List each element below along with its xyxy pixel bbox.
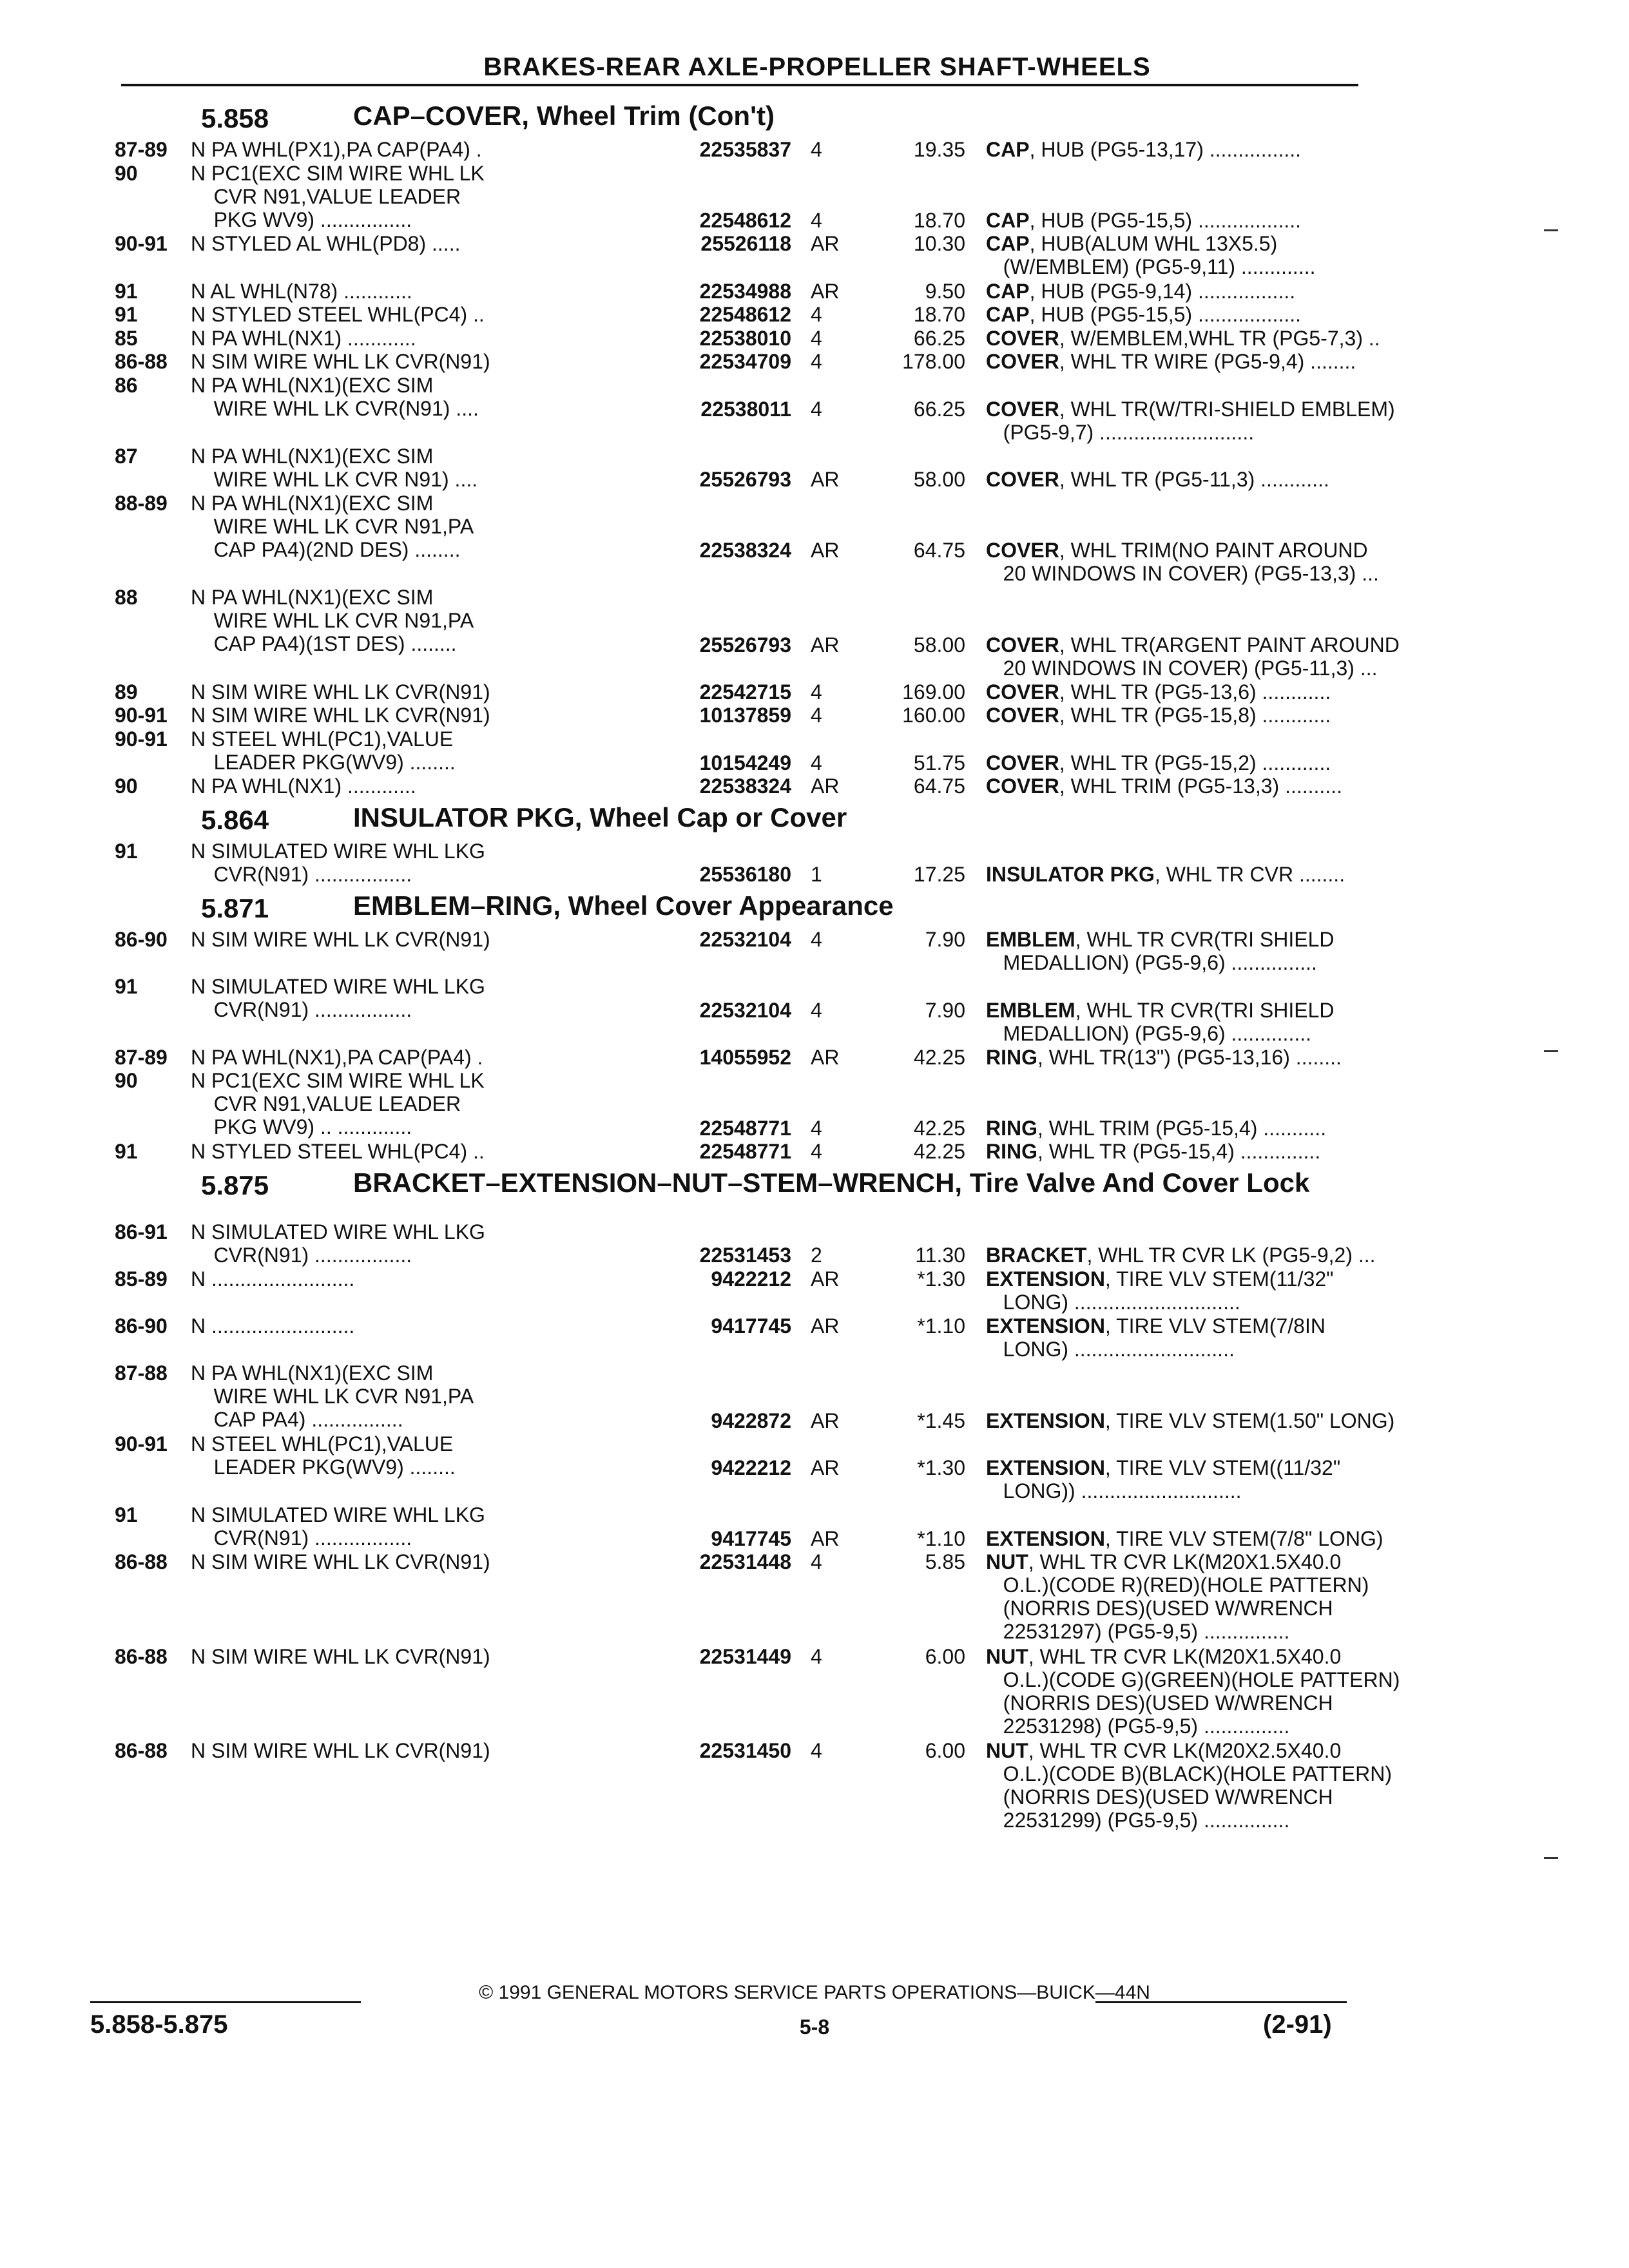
model-years: 90 [115, 774, 138, 798]
page-header [121, 50, 1358, 86]
model-years: 88-89 [115, 491, 168, 515]
part-number: 22532104 [699, 998, 791, 1022]
model-years: 91 [115, 839, 138, 863]
application: N SIM WIRE WHL LK CVR(N91) [191, 1550, 490, 1574]
model-years: 87-88 [115, 1361, 168, 1385]
footer-range: 5.858-5.875 [90, 2010, 228, 2039]
part-number: 22538324 [699, 774, 791, 798]
application: N PA WHL(NX1)(EXC SIM WIRE WHL LK CVR N91) .... [191, 444, 478, 491]
price: 169.00 [902, 680, 965, 704]
price: 6.00 [925, 1644, 965, 1668]
part-number: 9422212 [711, 1456, 791, 1479]
part-number: 22531450 [699, 1738, 791, 1762]
part-row [115, 1069, 1365, 1140]
section-heading [115, 802, 1365, 840]
application: N PA WHL(NX1)(EXC SIM WIRE WHL LK CVR N91,PA CAP PA4)(1ST DES) ........ [191, 586, 474, 656]
part-number: 25526118 [700, 232, 791, 256]
model-years: 85-89 [115, 1267, 168, 1291]
part-row [115, 326, 1380, 351]
model-years: 90-91 [115, 704, 168, 727]
model-years: 86-91 [115, 1220, 168, 1244]
model-years: 91 [115, 303, 138, 327]
model-years: 87 [115, 444, 138, 468]
description: COVER, WHL TR (PG5-15,8) ............ [986, 704, 1331, 727]
description: EXTENSION, TIRE VLV STEM((11/32" LONG)) ............................ [986, 1456, 1341, 1503]
description: EXTENSION, TIRE VLV STEM(1.50" LONG) [986, 1408, 1395, 1432]
part-number: 9417745 [711, 1526, 791, 1550]
section-number: 5.864 [201, 804, 269, 835]
price: 66.25 [913, 397, 965, 421]
price: 18.70 [913, 303, 965, 327]
part-number: 9422872 [711, 1408, 791, 1432]
section-number: 5.875 [201, 1169, 269, 1200]
quantity: 4 [811, 208, 822, 232]
part-row [115, 303, 1365, 327]
description: COVER, WHL TR(ARGENT PAINT AROUND 20 WINDOWS IN COVER) (PG5-11,3) ... [986, 633, 1400, 680]
price: 18.70 [913, 208, 965, 232]
model-years: 86-88 [115, 1738, 168, 1762]
application: N SIMULATED WIRE WHL LKG CVR(N91) ................. [191, 1220, 485, 1267]
quantity: AR [811, 1408, 840, 1432]
model-years: 86-90 [115, 1314, 168, 1338]
part-row [115, 1432, 1365, 1503]
section-heading [115, 101, 1365, 138]
part-row [115, 1267, 1365, 1314]
part-row [115, 1314, 1365, 1361]
part-number: 22542715 [699, 680, 791, 704]
price: 64.75 [913, 774, 965, 798]
model-years: 90-91 [115, 1432, 168, 1456]
part-number: 22534988 [699, 279, 791, 303]
description: BRACKET, WHL TR CVR LK (PG5-9,2) ... [986, 1244, 1376, 1267]
part-row [115, 975, 1365, 1046]
description: COVER, WHL TR(W/TRI-SHIELD EMBLEM) (PG5-9,7) ........................... [986, 397, 1395, 444]
application: N SIM WIRE WHL LK CVR(N91) [191, 704, 490, 727]
quantity: AR [811, 232, 840, 256]
part-row [115, 1361, 1395, 1432]
quantity: 4 [811, 1116, 822, 1140]
application: N SIM WIRE WHL LK CVR(N91) [191, 350, 490, 374]
description: NUT, WHL TR CVR LK(M20X2.5X40.0 O.L.)(CODE B)(BLACK)(HOLE PATTERN) (NORRIS DES)(USED W/WRENCH 22531299) (PG5-9,5) ............... [986, 1738, 1392, 1832]
model-years: 86-88 [115, 1644, 168, 1668]
part-number: 22548612 [699, 303, 791, 327]
model-years: 85 [115, 326, 138, 350]
part-row [115, 586, 1400, 680]
price: 5.85 [925, 1550, 965, 1574]
application: N PC1(EXC SIM WIRE WHL LK CVR N91,VALUE LEADER PKG WV9) .. ............. [191, 1069, 485, 1139]
price: *1.10 [917, 1526, 965, 1550]
quantity: 4 [811, 1140, 822, 1164]
application: N PA WHL(NX1)(EXC SIM WIRE WHL LK CVR N91,PA CAP PA4) ................ [191, 1361, 474, 1432]
quantity: 4 [811, 680, 822, 704]
description: COVER, WHL TR (PG5-13,6) ............ [986, 680, 1331, 704]
quantity: 1 [811, 863, 822, 887]
part-number: 25526793 [699, 633, 791, 657]
part-row [115, 373, 1395, 445]
description: COVER, WHL TR WIRE (PG5-9,4) ........ [986, 350, 1356, 374]
part-number: 22535837 [699, 138, 791, 161]
application: N SIMULATED WIRE WHL LKG CVR(N91) ................. [191, 975, 485, 1022]
price: 17.25 [913, 863, 965, 887]
model-years: 91 [115, 975, 138, 999]
description: CAP, HUB (PG5-15,5) .................. [986, 303, 1301, 327]
price: 10.30 [913, 232, 965, 256]
price: 7.90 [925, 927, 965, 951]
part-row [115, 1644, 1400, 1739]
description: CAP, HUB (PG5-13,17) ................ [986, 138, 1302, 161]
description: CAP, HUB (PG5-15,5) .................. [986, 208, 1301, 232]
model-years: 91 [115, 279, 138, 303]
quantity: 4 [811, 751, 822, 774]
application: N SIMULATED WIRE WHL LKG CVR(N91) ................. [191, 839, 485, 886]
part-row [115, 491, 1379, 586]
model-years: 86-90 [115, 927, 168, 951]
part-number: 22531449 [699, 1644, 791, 1668]
description: EMBLEM, WHL TR CVR(TRI SHIELD MEDALLION) (PG5-9,6) .............. [986, 998, 1335, 1045]
part-number: 22531448 [699, 1550, 791, 1574]
price: 66.25 [913, 326, 965, 350]
description: EMBLEM, WHL TR CVR(TRI SHIELD MEDALLION) (PG5-9,6) ............... [986, 927, 1335, 974]
part-row [115, 1220, 1376, 1267]
part-number: 22532104 [699, 927, 791, 951]
part-number: 14055952 [699, 1045, 791, 1069]
part-number: 22538324 [699, 539, 791, 562]
price: 11.30 [915, 1244, 965, 1267]
price: 58.00 [913, 633, 965, 657]
parts-list [115, 97, 1400, 1833]
price: 42.25 [913, 1045, 965, 1069]
model-years: 90-91 [115, 727, 168, 751]
part-number: 22548771 [699, 1116, 791, 1140]
section-heading [115, 1168, 1365, 1220]
price: 9.50 [925, 279, 965, 303]
quantity: AR [811, 1314, 840, 1338]
part-row [115, 1140, 1365, 1164]
section-number: 5.871 [201, 892, 269, 923]
application: N STEEL WHL(PC1),VALUE LEADER PKG(WV9) ........ [191, 727, 456, 774]
part-number: 22538010 [699, 326, 791, 350]
price: 160.00 [902, 704, 965, 727]
quantity: 4 [811, 138, 822, 161]
quantity: AR [811, 1267, 840, 1291]
quantity: AR [811, 774, 840, 798]
description: NUT, WHL TR CVR LK(M20X1.5X40.0 O.L.)(CODE G)(GREEN)(HOLE PATTERN) (NORRIS DES)(USED W/WRENCH 22531298) (PG5-9,5) ............... [986, 1644, 1400, 1738]
application: N STYLED AL WHL(PD8) ..... [191, 232, 461, 256]
part-row [115, 680, 1365, 704]
application: N PA WHL(NX1) ............ [191, 774, 416, 798]
part-row [115, 232, 1365, 279]
application: N ......................... [191, 1314, 355, 1338]
part-row [115, 138, 1365, 162]
model-years: 86-88 [115, 350, 168, 374]
part-row [115, 280, 1365, 303]
part-row [115, 727, 1365, 774]
part-row [115, 1550, 1369, 1644]
footer-page-number: 5-8 [799, 2015, 830, 2039]
quantity: 4 [811, 1550, 822, 1574]
description: EXTENSION, TIRE VLV STEM(7/8IN LONG) ............................ [986, 1314, 1325, 1361]
model-years: 88 [115, 586, 138, 610]
part-number: 10137859 [699, 704, 791, 727]
application: N AL WHL(N78) ............ [191, 279, 412, 303]
part-number: 22534709 [699, 350, 791, 374]
price: 64.75 [913, 539, 965, 562]
part-number: 22548612 [699, 208, 791, 232]
part-number: 9422212 [711, 1267, 791, 1291]
application: N SIMULATED WIRE WHL LKG CVR(N91) ................. [191, 1503, 485, 1550]
quantity: AR [811, 539, 840, 562]
application: N PA WHL(NX1),PA CAP(PA4) . [191, 1045, 483, 1069]
part-row [115, 774, 1365, 798]
quantity: 4 [811, 1738, 822, 1762]
application: N STEEL WHL(PC1),VALUE LEADER PKG(WV9) ........ [191, 1432, 456, 1479]
part-row [115, 840, 1365, 887]
part-row [115, 928, 1365, 975]
part-row [115, 1738, 1392, 1833]
margin-mark [1544, 229, 1558, 231]
price: 42.25 [913, 1116, 965, 1140]
margin-mark [1544, 1857, 1558, 1859]
quantity: AR [811, 1045, 840, 1069]
model-years: 90 [115, 1069, 138, 1093]
footer-copyright: © 1991 GENERAL MOTORS SERVICE PARTS OPERATIONS—BUICK—44N [479, 1982, 1150, 2003]
description: RING, WHL TR (PG5-15,4) .............. [986, 1140, 1321, 1164]
page-title: BRAKES-REAR AXLE-PROPELLER SHAFT-WHEELS [483, 53, 1151, 81]
quantity: 4 [811, 998, 822, 1022]
description: COVER, W/EMBLEM,WHL TR (PG5-7,3) .. [986, 326, 1380, 350]
description: RING, WHL TRIM (PG5-15,4) ........... [986, 1116, 1327, 1140]
section-name: INSULATOR PKG, Wheel Cap or Cover [353, 802, 847, 832]
quantity: 4 [811, 303, 822, 327]
quantity: 4 [811, 326, 822, 350]
model-years: 91 [115, 1503, 138, 1526]
model-years: 90-91 [115, 232, 168, 256]
quantity: 4 [811, 350, 822, 374]
application: N PA WHL(PX1),PA CAP(PA4) . [191, 138, 482, 161]
model-years: 89 [115, 680, 138, 704]
part-row [115, 445, 1365, 492]
quantity: AR [811, 279, 840, 303]
model-years: 90 [115, 161, 138, 185]
part-number: 9417745 [711, 1314, 791, 1338]
price: *1.30 [917, 1267, 965, 1291]
price: 19.35 [913, 138, 965, 161]
description: NUT, WHL TR CVR LK(M20X1.5X40.0 O.L.)(CODE R)(RED)(HOLE PATTERN) (NORRIS DES)(USED W/WRENCH 22531297) (PG5-9,5) ............... [986, 1550, 1369, 1644]
part-row [115, 1503, 1383, 1550]
model-years: 86 [115, 373, 138, 397]
application: N SIM WIRE WHL LK CVR(N91) [191, 927, 490, 951]
application: N ......................... [191, 1267, 355, 1291]
section-number: 5.858 [201, 103, 269, 133]
part-number: 10154249 [699, 751, 791, 774]
description: COVER, WHL TRIM (PG5-13,3) .......... [986, 774, 1342, 798]
quantity: AR [811, 1456, 840, 1479]
description: COVER, WHL TR (PG5-11,3) ............ [986, 468, 1329, 492]
description: EXTENSION, TIRE VLV STEM(7/8" LONG) [986, 1526, 1383, 1550]
section-heading [115, 890, 1365, 928]
application: N PC1(EXC SIM WIRE WHL LK CVR N91,VALUE LEADER PKG WV9) ................ [191, 161, 485, 231]
model-years: 86-88 [115, 1550, 168, 1574]
part-row [115, 704, 1365, 727]
application: N PA WHL(NX1)(EXC SIM WIRE WHL LK CVR(N91) .... [191, 373, 479, 420]
model-years: 91 [115, 1140, 138, 1164]
price: 178.00 [902, 350, 965, 374]
quantity: 4 [811, 704, 822, 727]
part-number: 22531453 [699, 1244, 791, 1267]
part-number: 22548771 [699, 1140, 791, 1164]
quantity: 2 [811, 1244, 822, 1267]
quantity: AR [811, 633, 840, 657]
price: 7.90 [925, 998, 965, 1022]
price: *1.45 [917, 1408, 965, 1432]
application: N PA WHL(NX1)(EXC SIM WIRE WHL LK CVR N91,PA CAP PA4)(2ND DES) ........ [191, 491, 474, 561]
price: *1.10 [917, 1314, 965, 1338]
part-number: 22538011 [700, 397, 791, 421]
part-row [115, 162, 1365, 233]
price: 6.00 [925, 1738, 965, 1762]
quantity: 4 [811, 397, 822, 421]
application: N SIM WIRE WHL LK CVR(N91) [191, 1738, 490, 1762]
quantity: 4 [811, 927, 822, 951]
price: 42.25 [913, 1140, 965, 1164]
part-row [115, 350, 1365, 374]
application: N SIM WIRE WHL LK CVR(N91) [191, 1644, 490, 1668]
margin-mark [1544, 1050, 1558, 1052]
description: RING, WHL TR(13") (PG5-13,16) ........ [986, 1045, 1342, 1069]
quantity: AR [811, 1526, 840, 1550]
part-number: 25526793 [699, 468, 791, 492]
application: N SIM WIRE WHL LK CVR(N91) [191, 680, 490, 704]
price: 58.00 [913, 468, 965, 492]
section-name: CAP–COVER, Wheel Trim (Con't) [353, 101, 775, 131]
application: N STYLED STEEL WHL(PC4) .. [191, 303, 485, 327]
quantity: AR [811, 468, 840, 492]
part-number: 25536180 [699, 863, 791, 887]
model-years: 87-89 [115, 138, 168, 161]
description: COVER, WHL TRIM(NO PAINT AROUND 20 WINDOWS IN COVER) (PG5-13,3) ... [986, 539, 1379, 586]
price: 51.75 [913, 751, 965, 774]
description: COVER, WHL TR (PG5-15,2) ............ [986, 751, 1331, 774]
application: N PA WHL(NX1) ............ [191, 326, 416, 350]
quantity: 4 [811, 1644, 822, 1668]
part-row [115, 1046, 1365, 1070]
application: N STYLED STEEL WHL(PC4) .. [191, 1140, 485, 1164]
section-name: EMBLEM–RING, Wheel Cover Appearance [353, 890, 894, 921]
footer-date: (2-91) [1263, 2010, 1332, 2039]
model-years: 87-89 [115, 1045, 168, 1069]
section-name: BRACKET–EXTENSION–NUT–STEM–WRENCH, Tire Valve And Cover Lock [353, 1167, 1310, 1198]
description: CAP, HUB (PG5-9,14) ................. [986, 279, 1296, 303]
description: EXTENSION, TIRE VLV STEM(11/32" LONG) ............................. [986, 1267, 1334, 1314]
description: INSULATOR PKG, WHL TR CVR ........ [986, 863, 1345, 887]
price: *1.30 [917, 1456, 965, 1479]
description: CAP, HUB(ALUM WHL 13X5.5) (W/EMBLEM) (PG5-9,11) ............. [986, 232, 1316, 279]
